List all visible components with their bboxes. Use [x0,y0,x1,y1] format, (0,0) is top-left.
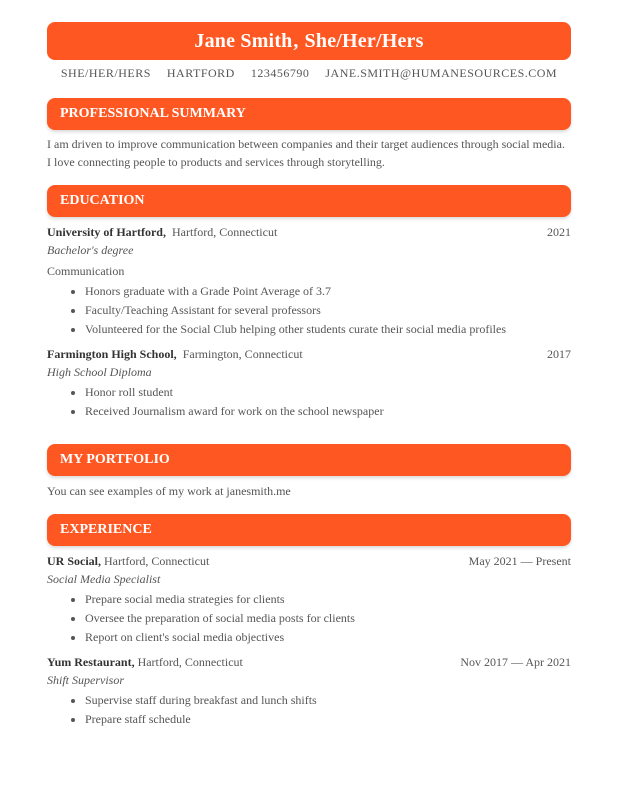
entry-location: Farmington, Connecticut [182,347,303,361]
summary-text: I am driven to improve communication between companies and their target audiences through social media. I love connecting people to products and services through storytelling. [47,137,565,169]
contact-pronouns: SHE/HER/HERS [60,66,151,80]
education-entry [47,223,571,339]
experience-entry [47,552,571,647]
portfolio-text: You can see examples of my work at janesmith.me [47,484,291,498]
bullet-item: • Prepare staff schedule [85,710,571,729]
section-title: PROFESSIONAL SUMMARY [60,106,246,121]
entry-location: Hartford, Connecticut [137,655,243,669]
entry-heading [47,653,571,671]
bullet-item: • Received Journalism award for work on the school newspaper [85,402,571,421]
experience-entry [47,653,571,729]
entry-date: Nov 2017 — Apr 2021 [460,655,571,669]
bullet-item: • Volunteered for the Social Club helping other students curate their social media profiles [85,320,571,339]
entry-organization: University of Hartford, [47,225,166,239]
entry-heading [47,552,571,570]
entry-bullets [47,282,571,339]
entry-location: Hartford, Connecticut [171,225,278,239]
section-header-education [47,185,571,217]
section-title: EXPERIENCE [60,522,152,537]
bullet-item: • Oversee the preparation of social media posts for clients [85,609,571,628]
contact-email: JANE.SMITH@HUMANESOURCES.COM [325,66,558,80]
section-title: MY PORTFOLIO [60,452,170,467]
section-header-summary [47,98,571,130]
entry-degree: High School Diploma [47,365,152,379]
entry-degree: Bachelor's degree [47,243,134,257]
entry-location: Hartford, Connecticut [104,554,210,568]
bullet-item: • Honors graduate with a Grade Point Average of 3.7 [85,282,571,301]
bullet-item: • Prepare social media strategies for clients [85,590,571,609]
entry-organization: Yum Restaurant, [47,655,135,669]
bullet-item: • Honor roll student [85,383,571,402]
entry-date: May 2021 — Present [468,554,571,568]
section-header-portfolio [47,444,571,476]
entry-role: Shift Supervisor [47,673,124,687]
name-title: Jane Smith‚ She/Her/Hers [194,29,424,52]
entry-heading [47,223,571,241]
contact-phone: 123456790 [250,66,310,80]
entry-bullets [47,383,571,421]
contact-line [47,66,571,81]
contact-city: HARTFORD [166,66,235,80]
entry-date: 2017 [547,347,571,361]
section-title: EDUCATION [60,193,145,208]
entry-heading [47,345,571,363]
section-header-experience [47,514,571,546]
name-header [47,22,571,60]
entry-date: 2021 [547,225,571,239]
entry-bullets [47,691,571,729]
bullet-item: • Supervise staff during breakfast and lunch shifts [85,691,571,710]
entry-field: Communication [47,264,125,278]
bullet-item: • Faculty/Teaching Assistant for several professors [85,301,571,320]
entry-bullets [47,590,571,647]
entry-organization: Farmington High School, [47,347,177,361]
entry-organization: UR Social, [47,554,101,568]
education-entry [47,345,571,421]
entry-role: Social Media Specialist [47,572,161,586]
resume-page [47,22,571,729]
bullet-item: • Report on client's social media objectives [85,628,571,647]
